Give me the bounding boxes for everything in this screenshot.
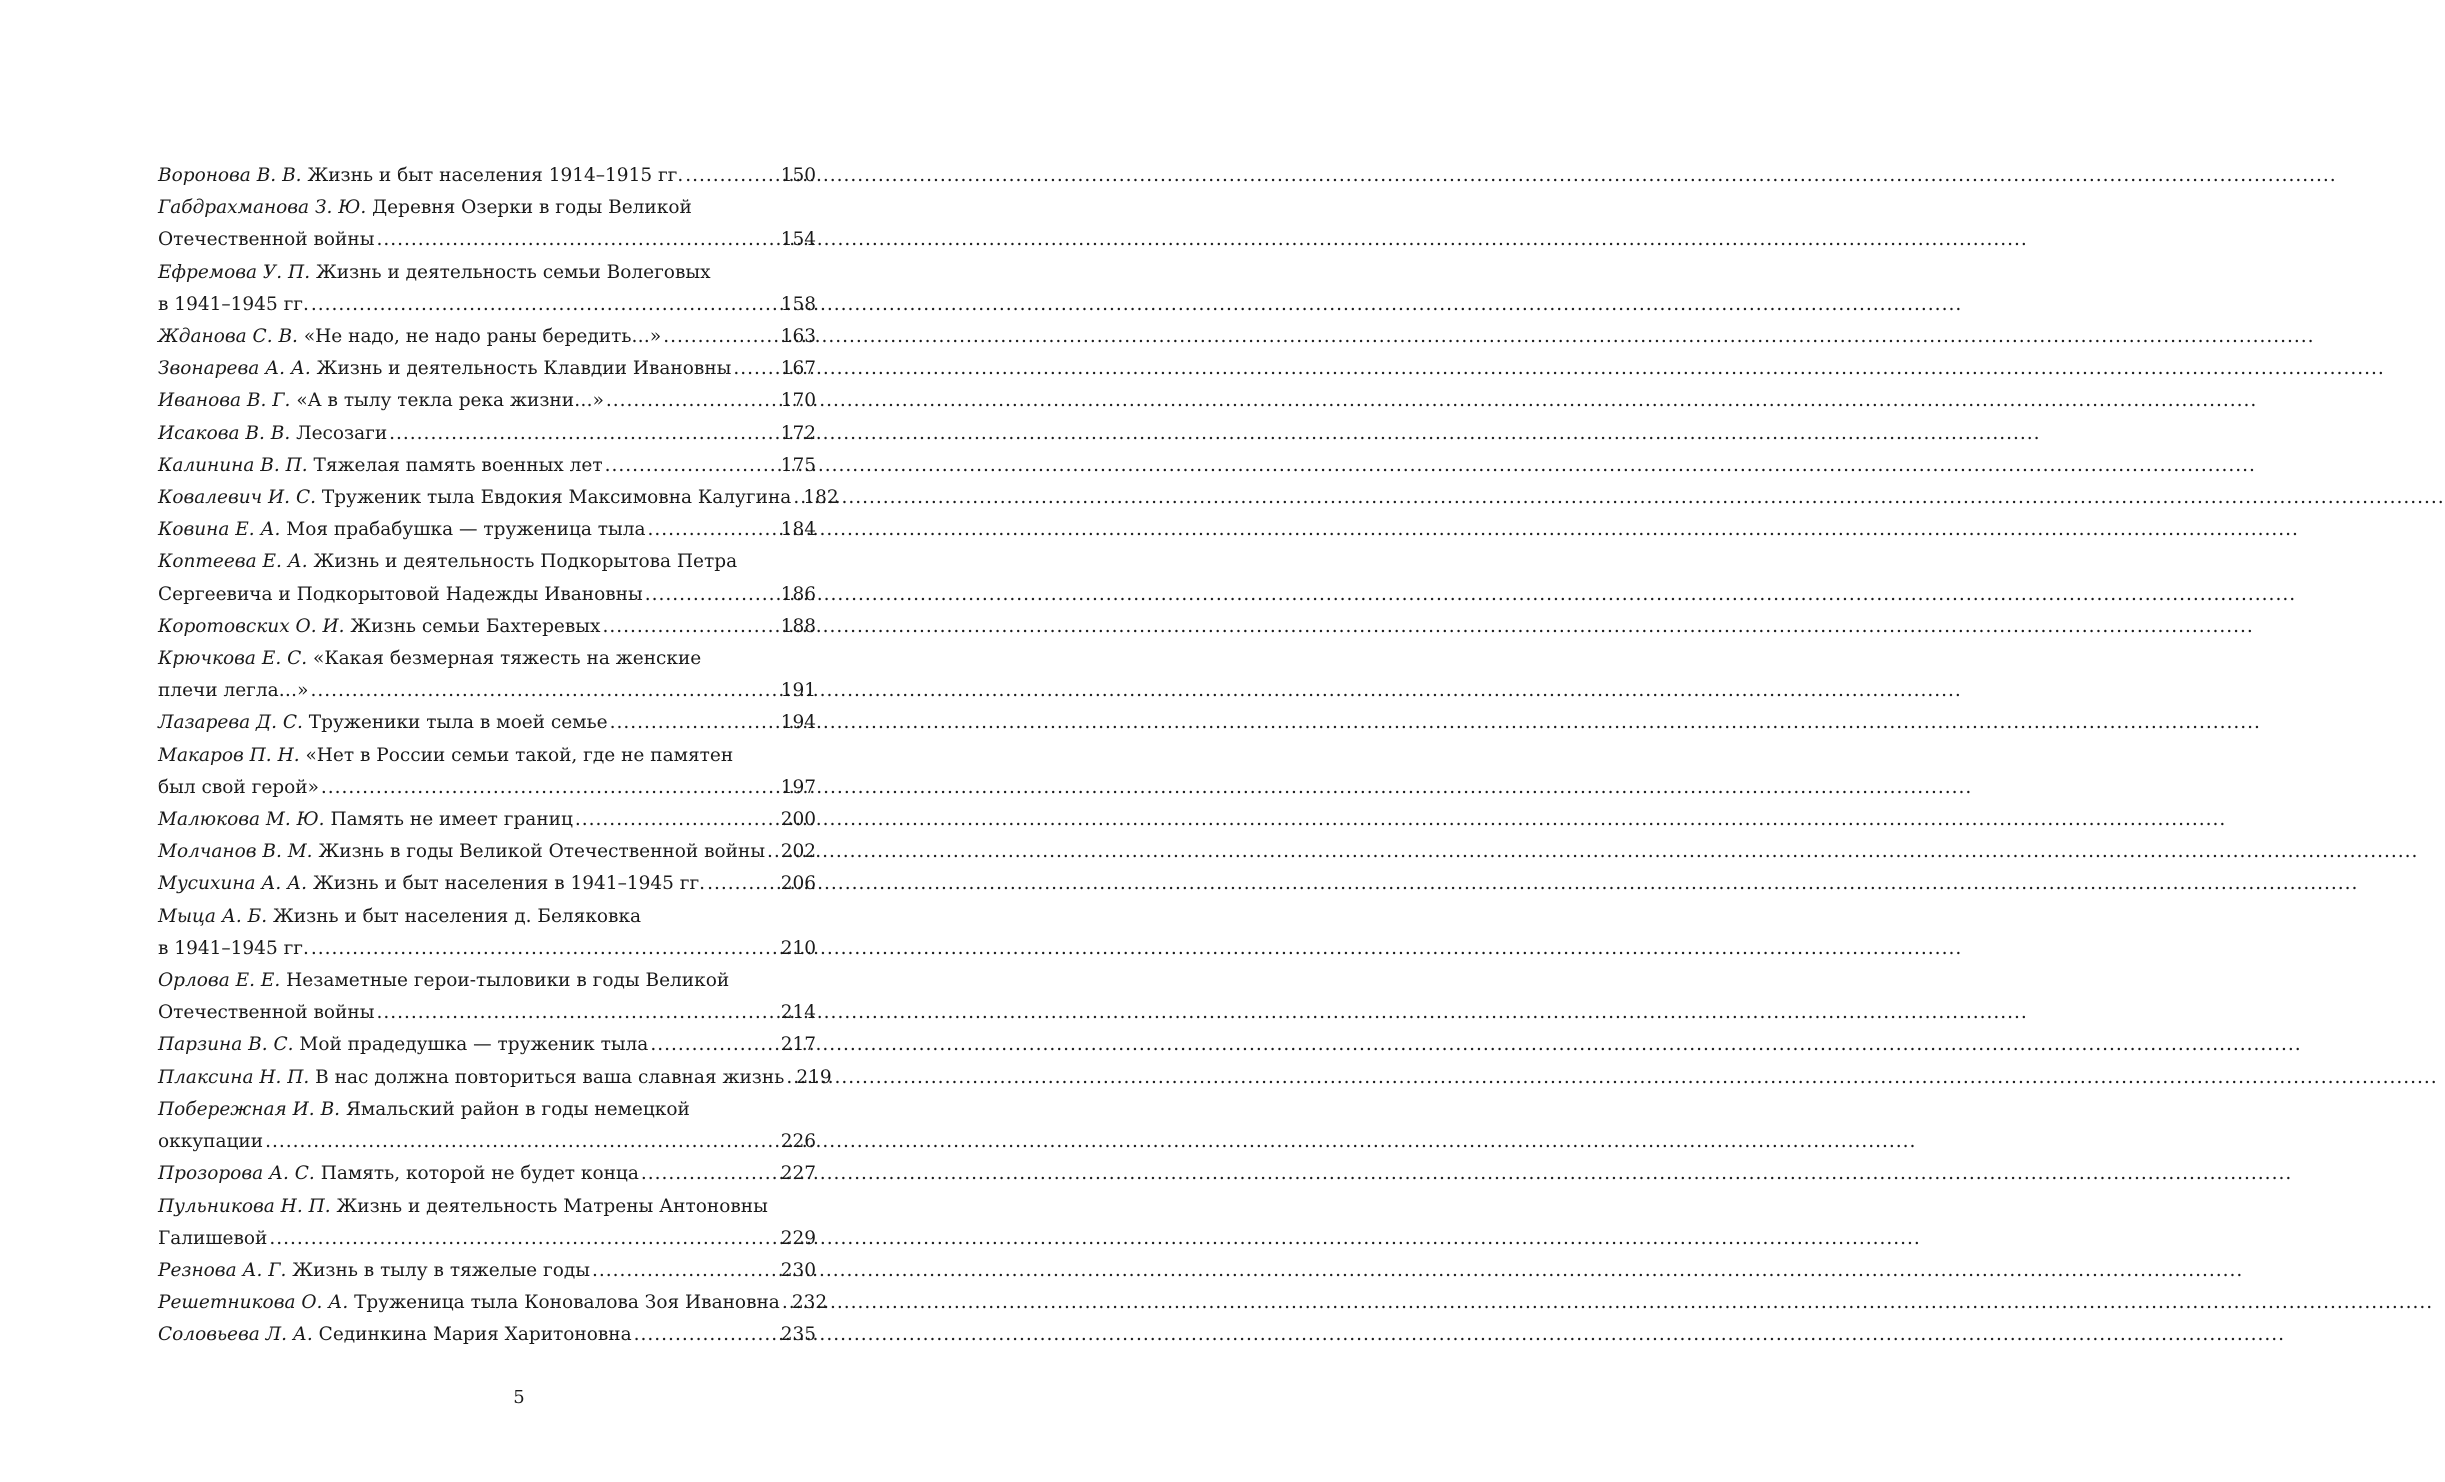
toc-author: Молчанов В. М. [158,841,313,863]
toc-title: В нас должна повториться ваша славная жизнь [315,1066,785,1088]
toc-author: Мусихина А. А. [158,873,308,895]
toc-title: Память не имеет границ [330,809,573,831]
toc-leader-dots [650,1029,778,1061]
toc-entry [158,643,816,707]
toc-leader-dots [311,289,779,321]
toc-entry-line [158,675,816,707]
toc-page-number: 194 [780,712,816,734]
toc-page-number: 232 [791,1292,828,1314]
toc-author: Ковалевич И. С. [158,487,316,509]
toc-entry-line [158,257,816,289]
toc-entry-line [158,1029,816,1061]
toc-title: был свой герой» [158,776,319,798]
toc-leader-dots [321,772,779,804]
toc-entry-line [158,353,816,385]
toc-entry [158,1191,816,1255]
toc-entry [158,192,816,256]
toc-page-number: 170 [780,390,816,412]
toc-leader-dots [265,1126,779,1158]
toc-title: Отечественной войны [158,229,375,251]
toc-author: Побережная И. В. [158,1098,341,1120]
toc-author: Звонарева А. А. [158,358,311,380]
toc-page-number: 197 [780,776,816,798]
toc-page-number: 200 [780,809,816,831]
toc-title: в 1941–1945 гг. [158,937,309,959]
toc-entry [158,740,816,804]
toc-title: Лесозаги [296,422,388,444]
toc-title: Галишевой [158,1227,268,1249]
toc-author: Плаксина Н. П. [158,1066,310,1088]
toc-page-number: 230 [780,1259,816,1281]
toc-title: Жизнь и деятельность Матрены Антоновны [336,1195,768,1217]
toc-leader-dots [606,385,779,417]
toc-title: Жизнь и быт населения в 1941–1945 гг. [312,873,706,895]
toc-entry-line [158,192,816,224]
toc-entry [158,965,816,1029]
toc-entry-line [158,1126,816,1158]
toc-author: Решетникова О. А. [158,1292,349,1314]
toc-author: Коротовских О. И. [158,615,345,637]
toc-leader-dots [311,933,779,965]
toc-entry [158,1319,816,1351]
toc-title: Труженик тыла Евдокия Максимовна Калугина [321,487,792,509]
toc-page-number: 226 [780,1131,816,1153]
toc-entry [158,804,816,836]
toc-entry-line [158,321,816,353]
toc-page-number: 150 [780,165,816,186]
toc-entry-line [158,1319,816,1351]
toc-entry-line [158,160,816,192]
toc-leader-dots [767,836,779,868]
toc-entry-line [158,740,816,772]
toc-title: Жизнь и деятельность Клавдии Ивановны [316,358,732,380]
toc-title: «А в тылу текла река жизни…» [296,390,604,412]
toc-page-number: 188 [780,615,816,637]
toc-author: Крючкова Е. С. [158,648,308,670]
toc-entry-line [158,418,816,450]
toc-entry-line [158,1094,816,1126]
toc-entry [158,321,816,353]
toc-entry-line [158,450,816,482]
toc-page-number: 154 [780,229,816,251]
toc-page-number: 182 [803,487,839,509]
toc-leader-dots [648,514,779,546]
toc-title: Труженица тыла Коновалова Зоя Ивановна [354,1292,780,1314]
toc-title: Сергеевича и Подкорытовой Надежды Ивановны [158,583,643,605]
toc-page-number: 227 [780,1163,816,1185]
toc-leader-dots [645,579,779,611]
toc-title: Тяжелая память военных лет [313,454,603,476]
toc-entry-line [158,901,816,933]
toc-author: Макаров П. Н. [158,744,300,766]
toc-author: Резнова А. Г. [158,1259,287,1281]
toc-title: оккупации [158,1131,264,1153]
toc-entry-line [158,514,816,546]
toc-leader-dots [786,1062,794,1094]
toc-title: Отечественной войны [158,1002,375,1024]
toc-author: Исакова В. В. [158,422,291,444]
toc-author: Коптеева Е. А. [158,551,308,573]
toc-title: Жизнь и быт населения 1914–1915 гг. [307,165,684,186]
toc-entry [158,1158,816,1190]
toc-leader-dots [782,1287,790,1319]
toc-page-number: 175 [780,454,816,476]
toc-leader-dots [641,1158,779,1190]
toc-title: Деревня Озерки в годы Великой [372,197,692,219]
toc-page-number: 172 [780,422,816,444]
toc-leader-dots [389,418,779,450]
toc-leader-dots [663,321,778,353]
toc-author: Мыца А. Б. [158,905,268,927]
toc-title: Жизнь и быт населения д. Беляковка [272,905,642,927]
toc-page-number: 191 [780,680,816,702]
toc-entry [158,385,816,417]
toc-entry-line [158,579,816,611]
toc-entry-line [158,385,816,417]
toc-entry [158,1029,816,1061]
toc-leader-dots [376,997,778,1029]
toc-author: Соловьева Л. А. [158,1324,313,1346]
toc-entry-line [158,965,816,997]
toc-entry-line [158,1287,828,1319]
toc-page-number: 167 [780,358,816,380]
toc-leader-dots [685,160,778,192]
toc-title: Память, которой не будет конца [320,1163,639,1185]
toc-leader-dots [376,224,778,256]
toc-entry [158,707,816,739]
toc-entry [158,514,816,546]
toc-title: Жизнь в годы Великой Отечественной войны [318,841,766,863]
toc-author: Малюкова М. Ю. [158,809,325,831]
toc-leader-dots [605,450,779,482]
toc-entry [158,257,816,321]
toc-entry [158,450,816,482]
toc-title: Незаметные герои-тыловики в годы Великой [286,970,730,992]
toc-page-number: 214 [780,1002,816,1024]
toc-entry-line [158,1062,832,1094]
toc-entry [158,353,816,385]
toc-entry [158,1255,816,1287]
toc-page-number: 184 [780,519,816,541]
toc-title: Мой прадедушка — труженик тыла [299,1034,649,1056]
toc-title: «Не надо, не надо раны бередить…» [303,326,662,348]
toc-entry-line [158,868,816,900]
toc-author: Ефремова У. П. [158,261,311,283]
toc-entry-line [158,836,816,868]
toc-entry [158,1062,832,1094]
toc-entry-line [158,1191,816,1223]
toc-title: плечи легла…» [158,680,309,702]
toc-entry [158,868,816,900]
toc-page-number: 210 [780,937,816,959]
toc-entry [158,482,839,514]
toc-page-number: 206 [780,873,816,895]
toc-leader-dots [310,675,778,707]
toc-page-number: 202 [780,841,816,863]
toc-page-number: 217 [780,1034,816,1056]
toc-entry [158,418,816,450]
toc-title: Жизнь и деятельность Подкорытова Петра [313,551,738,573]
toc-author: Парзина В. С. [158,1034,294,1056]
toc-entry [158,1094,816,1158]
toc-leader-dots [707,868,779,900]
toc-page-number: 186 [780,583,816,605]
toc-entry-line [158,643,816,675]
toc-title: «Нет в России семьи такой, где не памятен [305,744,734,766]
toc-entry-line [158,611,816,643]
toc-page-number: 219 [796,1066,832,1088]
toc-entry-line [158,224,816,256]
toc-entry [158,836,816,868]
toc-entry [158,546,816,610]
toc-entry-line [158,1158,816,1190]
toc-author: Жданова С. В. [158,326,298,348]
toc-author: Орлова Е. Е. [158,970,281,992]
toc-leader-dots [592,1255,779,1287]
toc-entry-line [158,772,816,804]
toc-title: Сединкина Мария Харитоновна [318,1324,632,1346]
table-of-contents [158,160,839,1352]
toc-page-number: 229 [780,1227,816,1249]
toc-entry-line [158,707,816,739]
toc-entry [158,1287,828,1319]
toc-leader-dots [733,353,778,385]
toc-title: Ямальский район в годы немецкой [345,1098,690,1120]
toc-author: Пульникова Н. П. [158,1195,331,1217]
toc-leader-dots [575,804,779,836]
toc-leader-dots [634,1319,779,1351]
toc-entry-line [158,804,816,836]
toc-leader-dots [610,707,779,739]
toc-title: Жизнь семьи Бахтеревых [350,615,601,637]
toc-entry-line [158,997,816,1029]
toc-author: Лазарева Д. С. [158,712,303,734]
toc-title: «Какая безмерная тяжесть на женские [313,648,702,670]
toc-title: Труженики тыла в моей семье [308,712,608,734]
toc-author: Ковина Е. А. [158,519,281,541]
toc-author: Воронова В. В. [158,165,302,186]
toc-author: Прозорова А. С. [158,1163,315,1185]
toc-leader-dots [793,482,801,514]
toc-entry [158,901,816,965]
toc-entry-line [158,546,816,578]
toc-entry [158,611,816,643]
toc-entry-line [158,482,839,514]
toc-author: Иванова В. Г. [158,390,291,412]
page-number: 5 [513,1387,525,1408]
toc-title: в 1941–1945 гг. [158,293,309,315]
toc-entry-line [158,933,816,965]
toc-author: Калинина В. П. [158,454,308,476]
toc-page-number: 235 [780,1324,816,1346]
toc-title: Моя прабабушка — труженица тыла [286,519,646,541]
toc-author: Габдрахманова З. Ю. [158,197,367,219]
toc-page-number: 158 [780,293,816,315]
toc-entry-line [158,1223,816,1255]
toc-entry-line [158,289,816,321]
toc-leader-dots [602,611,778,643]
toc-title: Жизнь в тылу в тяжелые годы [292,1259,590,1281]
toc-title: Жизнь и деятельность семьи Волеговых [315,261,711,283]
toc-entry-line [158,1255,816,1287]
toc-leader-dots [269,1223,778,1255]
toc-page-number: 163 [780,326,816,348]
toc-entry [158,160,816,192]
